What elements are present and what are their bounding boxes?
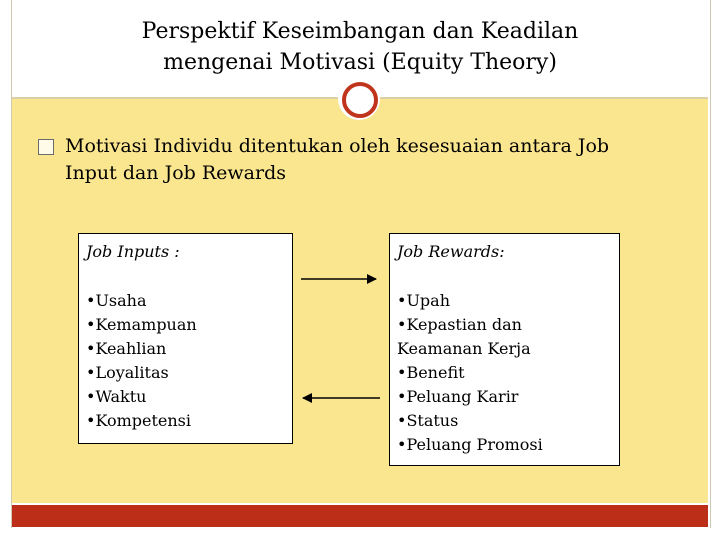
- bullet-line-1: Motivasi Individu ditentukan oleh kesesuaian antara Job: [65, 135, 610, 157]
- title-line-2: mengenai Motivasi (Equity Theory): [163, 50, 557, 75]
- job-inputs-heading: Job Inputs :: [86, 242, 180, 261]
- list-item: •Waktu: [86, 387, 147, 406]
- bullet-line-2: Input dan Job Rewards: [65, 162, 286, 184]
- job-rewards-heading: Job Rewards:: [397, 242, 505, 261]
- list-item: Keamanan Kerja: [397, 339, 531, 358]
- list-item: •Upah: [397, 291, 451, 310]
- list-item: •Kemampuan: [86, 315, 197, 334]
- list-item: •Peluang Karir: [397, 387, 519, 406]
- list-item: •Benefit: [397, 363, 465, 382]
- list-item: •Peluang Promosi: [397, 435, 543, 454]
- title-line-1: Perspektif Keseimbangan dan Keadilan: [141, 19, 579, 44]
- list-item: •Status: [397, 411, 459, 430]
- list-item: •Loyalitas: [86, 363, 169, 382]
- footer-bar: [12, 505, 708, 527]
- list-item: •Usaha: [86, 291, 147, 310]
- list-item: •Kompetensi: [86, 411, 192, 430]
- list-item: •Kepastian dan: [397, 315, 522, 334]
- list-item: •Keahlian: [86, 339, 167, 358]
